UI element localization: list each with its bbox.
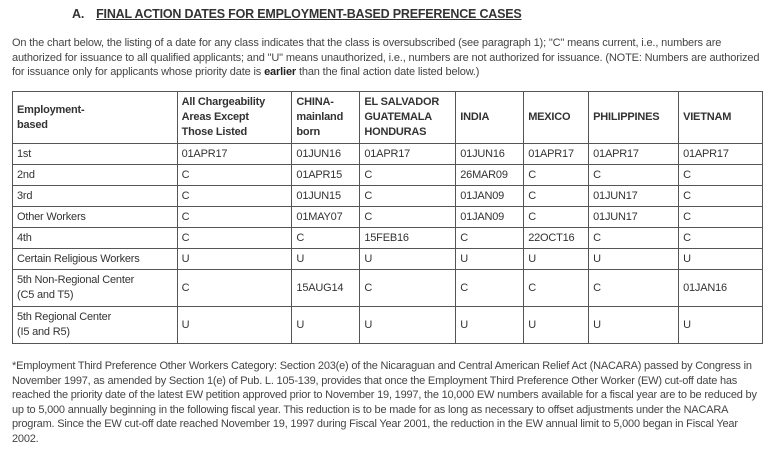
table-cell: 01JAN09 — [456, 186, 524, 207]
table-cell: C — [177, 165, 292, 186]
footnote-paragraph: *Employment Third Preference Other Workers Category: Section 203(e) of the Nicaraguan and Central American Relief Act (NACARA) passed by Congress in November 1997, as amended by Section 1(e) of Pub. L. 105-139, provides that once the Employment Third Preference Other Worker (EW) cut-off date has reached the priority date of the latest EW petition approved prior to November 19, 1997, the 10,000 EW numbers available for a fiscal year are to be reduced by up to 5,000 annually beginning in the following fiscal year. This reduction is to be made for as long as necessary to offset adjustments under the NACARA program. Since the EW cut-off date reached November 19, 1997 during Fiscal Year 2001, the reduction in the EW annual limit to 5,000 began in Fiscal Year 2002. — [12, 360, 757, 445]
row-label: 1st — [13, 144, 178, 165]
table-cell: C — [360, 207, 456, 228]
table-cell: U — [177, 249, 292, 270]
table-cell: 01APR17 — [360, 144, 456, 165]
table-cell: U — [524, 249, 589, 270]
table-row — [13, 186, 763, 207]
table-cell: U — [360, 249, 456, 270]
table-cell: C — [292, 228, 360, 249]
table-cell: 01JUN17 — [589, 186, 679, 207]
table-row — [13, 144, 763, 165]
final-action-dates-table — [12, 91, 763, 344]
table-cell: U — [292, 249, 360, 270]
table-row — [13, 307, 763, 344]
table-header-row — [13, 92, 763, 144]
table-cell: C — [524, 270, 589, 307]
table-cell: 01JUN16 — [456, 144, 524, 165]
table-cell: C — [177, 228, 292, 249]
table-cell: C — [360, 186, 456, 207]
header-vietnam: VIETNAM — [679, 92, 763, 144]
table-cell: 01APR15 — [292, 165, 360, 186]
table-cell: 01JAN16 — [679, 270, 763, 307]
table-cell: 01APR17 — [679, 144, 763, 165]
table-cell: 01JUN16 — [292, 144, 360, 165]
table-cell: C — [360, 270, 456, 307]
table-cell: C — [679, 165, 763, 186]
table-cell: C — [524, 207, 589, 228]
row-label: Other Workers — [13, 207, 178, 228]
table-cell: C — [679, 207, 763, 228]
table-cell: 01JAN09 — [456, 207, 524, 228]
table-cell: U — [456, 307, 524, 344]
table-cell: 22OCT16 — [524, 228, 589, 249]
table-cell: U — [177, 307, 292, 344]
section-heading — [72, 7, 522, 21]
intro-bold-word: earlier — [264, 66, 297, 78]
table-cell: 01JUN15 — [292, 186, 360, 207]
row-label: 3rd — [13, 186, 178, 207]
table-cell: 01APR17 — [524, 144, 589, 165]
table-cell: C — [679, 228, 763, 249]
table-cell: C — [177, 270, 292, 307]
table-cell: C — [524, 186, 589, 207]
row-label: 4th — [13, 228, 178, 249]
row-label: 2nd — [13, 165, 178, 186]
section-title: FINAL ACTION DATES FOR EMPLOYMENT-BASED PREFERENCE CASES — [96, 7, 522, 21]
row-label: 5th Non-Regional Center (C5 and T5) — [13, 270, 178, 307]
table-row — [13, 249, 763, 270]
header-el-salvador-guatemala-honduras: EL SALVADOR GUATEMALA HONDURAS — [360, 92, 456, 144]
row-label: 5th Regional Center (I5 and R5) — [13, 307, 178, 344]
table-cell: U — [679, 307, 763, 344]
header-india: INDIA — [456, 92, 524, 144]
intro-text-start: On the chart below, the listing of a date for any class indicates that the class is oversubscribed (see paragraph 1); "C" means current, i.e., numbers are authorized for issuance to all qualified applicants; and "U" means unauthorized, i.e., numbers are not authorized for issuance. (NOTE: Numbers are authorized for issuance only for applicants whose priority date is — [12, 37, 760, 78]
table-cell: 26MAR09 — [456, 165, 524, 186]
section-letter: A. — [72, 7, 85, 21]
table-cell: U — [360, 307, 456, 344]
table-cell: 01JUN17 — [589, 207, 679, 228]
table-cell: C — [456, 270, 524, 307]
header-china: CHINA- mainland born — [292, 92, 360, 144]
header-all-chargeability: All Chargeability Areas Except Those Listed — [177, 92, 292, 144]
intro-text-end: than the final action date listed below.) — [296, 66, 480, 78]
table-cell: U — [589, 307, 679, 344]
row-label: Certain Religious Workers — [13, 249, 178, 270]
intro-paragraph — [12, 36, 762, 80]
table-cell: C — [679, 186, 763, 207]
table-cell: C — [524, 165, 589, 186]
table-cell: U — [456, 249, 524, 270]
table-cell: 15FEB16 — [360, 228, 456, 249]
header-mexico: MEXICO — [524, 92, 589, 144]
table-cell: C — [177, 207, 292, 228]
table-row — [13, 165, 763, 186]
table-cell: U — [292, 307, 360, 344]
table-cell: C — [589, 165, 679, 186]
table-cell: C — [589, 270, 679, 307]
table-cell: C — [456, 228, 524, 249]
table-cell: U — [589, 249, 679, 270]
table-cell: C — [589, 228, 679, 249]
table-cell: C — [177, 186, 292, 207]
table-row — [13, 270, 763, 307]
table-cell: 01APR17 — [177, 144, 292, 165]
table-cell: C — [360, 165, 456, 186]
table-cell: U — [679, 249, 763, 270]
table-cell: U — [524, 307, 589, 344]
table-cell: 15AUG14 — [292, 270, 360, 307]
table-row — [13, 228, 763, 249]
table-row — [13, 207, 763, 228]
table-cell: 01MAY07 — [292, 207, 360, 228]
header-philippines: PHILIPPINES — [589, 92, 679, 144]
table-cell: 01APR17 — [589, 144, 679, 165]
header-employment-based: Employment- based — [13, 92, 178, 144]
